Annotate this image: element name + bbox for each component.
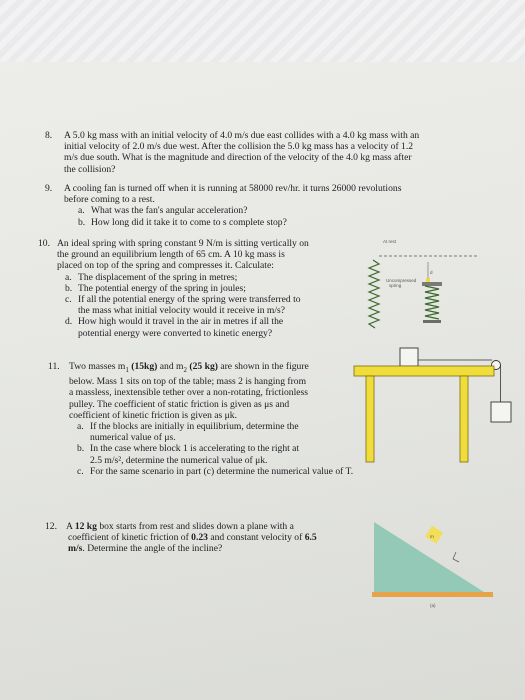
question-part — [65, 283, 367, 294]
question-part — [77, 466, 354, 477]
part-letter: a. — [78, 205, 85, 217]
part-text-continued: 2.5 m/s², determine the numerical value of μk. — [90, 454, 268, 466]
table-leg-right — [460, 376, 468, 462]
part-text: For the same scenario in part (c) determine the numerical value of T. — [90, 465, 354, 477]
label-uncompressed: Uncompressed — [386, 278, 417, 283]
part-text: The displacement of the spring in metres; — [78, 271, 238, 283]
label-a: (a) — [430, 603, 436, 608]
question-text-line: m/s due south. What is the magnitude and direction of the velocity of the 4.0 kg mass after — [64, 152, 412, 164]
part-letter: c. — [77, 465, 84, 477]
part-text: How long did it take it to come to s complete stop? — [91, 216, 287, 228]
label-m: m — [430, 534, 434, 539]
question-text-line: A cooling fan is turned off when it is running at 58000 rev/hr. it turns 26000 revolutions — [64, 183, 402, 194]
question-text-line: below. Mass 1 sits on top of the table; mass 2 is hanging from — [69, 376, 307, 388]
question-part — [78, 205, 484, 216]
spring-figure — [365, 236, 485, 336]
part-letter: b. — [65, 282, 73, 294]
part-letter: d. — [65, 316, 73, 328]
part-text-continued: potential energy were converted to kinetic energy? — [78, 327, 273, 339]
part-text-continued: the mass what initial velocity would it receive in m/s? — [78, 305, 286, 317]
question-number: 10. — [38, 238, 50, 249]
question-text-line: Two masses $m_1$ (15kg) and $m_2$ (25 kg) are shown in the figure — [69, 361, 309, 374]
question-part — [65, 272, 367, 283]
part-letter: c. — [65, 294, 72, 306]
uncompressed-spring — [369, 260, 379, 328]
part-text: If the blocks are initially in equilibrium, determine the — [90, 420, 299, 432]
question-11 — [48, 361, 354, 477]
part-text: What was the fan's angular acceleration? — [91, 205, 248, 217]
incline-figure — [372, 514, 497, 614]
question-part — [77, 443, 354, 454]
question-text-line: An ideal spring with spring constant 9 N/m is sitting vertically on — [57, 238, 309, 249]
question-number: 11. — [48, 361, 60, 372]
question-text-line: a massless, inextensible tether over a non-rotating, frictionless — [69, 387, 308, 399]
ground-plate — [423, 320, 441, 323]
part-text: The potential energy of the spring in joules; — [78, 282, 246, 294]
question-number: 12. — [45, 521, 57, 532]
part-text: How high would it travel in the air in metres if all the — [78, 316, 284, 328]
small-mass-block — [426, 278, 430, 282]
part-text-continued: numerical value of μs. — [90, 432, 176, 444]
label-d: d — [430, 270, 433, 275]
question-part — [77, 421, 354, 432]
question-text-line: pulley. The coefficient of static friction is given as μs and — [69, 398, 290, 410]
question-number: 9. — [45, 183, 53, 194]
question-text-line: m/s. Determine the angle of the incline? — [68, 543, 223, 555]
question-text-line: before coming to a rest. — [64, 194, 155, 206]
part-text: If all the potential energy of the spring were transferred to — [78, 294, 301, 306]
label-at-rest: At rest — [383, 239, 397, 244]
table-leg-left — [366, 376, 374, 462]
question-text-line: placed on top of the spring and compresses it. Calculate: — [57, 260, 274, 272]
part-letter: a. — [77, 420, 84, 432]
question-text-line: coefficient of kinetic friction of 0.23 and constant velocity of 6.5 — [68, 532, 317, 544]
question-part — [65, 316, 367, 327]
question-text-line: the ground an equilibrium length of 65 cm. A 10 kg mass is — [57, 249, 285, 261]
question-10 — [38, 238, 367, 339]
question-text-line: initial velocity of 2.0 m/s due west. After the collision the 5.0 kg mass has a velocity of 1.2 — [64, 141, 414, 153]
label-spring: spring — [389, 283, 402, 288]
part-text: In the case where block 1 is accelerating to the right at — [90, 443, 300, 455]
table-top — [354, 366, 494, 376]
question-12 — [45, 521, 396, 555]
question-text-line: the collision? — [64, 163, 116, 175]
mass-plate — [422, 282, 442, 286]
question-part — [78, 217, 484, 228]
question-number: 8. — [45, 130, 53, 141]
block-1 — [400, 348, 418, 366]
question-8 — [45, 130, 484, 175]
question-text-line: A 12 kg box starts from rest and slides down a plane with a — [66, 521, 294, 532]
part-letter: b. — [77, 443, 85, 455]
blurred-previous-page — [0, 0, 525, 62]
axes-indicator — [453, 552, 459, 562]
ground-strip — [372, 592, 493, 597]
question-text-line: A 5.0 kg mass with an initial velocity of 4.0 m/s due east collides with a 4.0 kg mass with an — [64, 130, 420, 141]
question-part — [65, 294, 367, 305]
question-9 — [45, 183, 484, 228]
table-pulley-figure — [352, 346, 522, 466]
part-letter: b. — [78, 216, 86, 228]
sliding-box — [425, 526, 443, 544]
part-letter: a. — [65, 271, 72, 283]
block-2 — [491, 402, 511, 422]
question-text-line: coefficient of kinetic friction is given as μk. — [69, 409, 238, 421]
compressed-spring — [425, 286, 439, 319]
